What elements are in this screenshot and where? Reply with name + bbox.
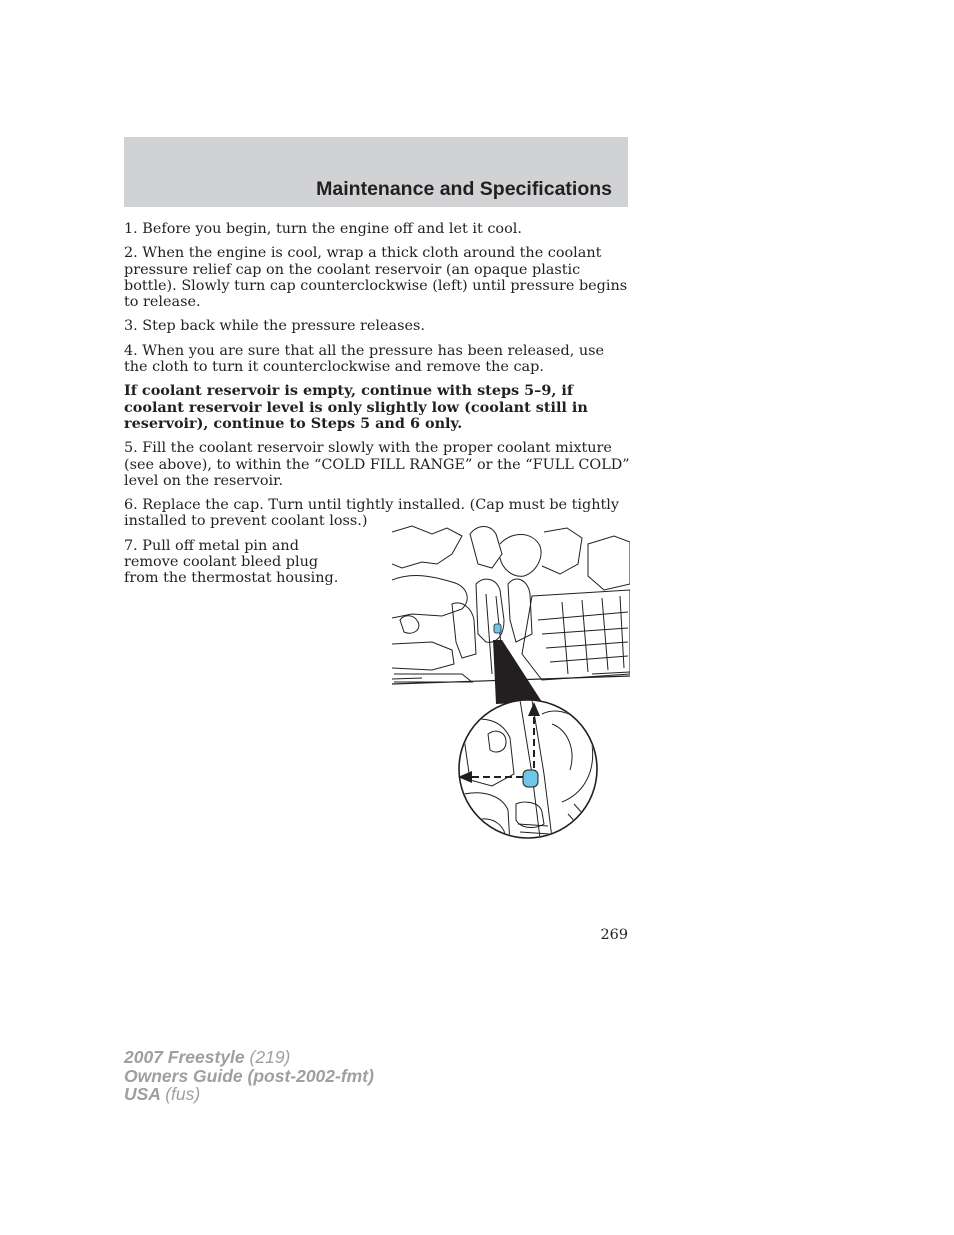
step-5: 5. Fill the coolant reservoir slowly with the proper coolant mixture (see above), to within the “COLD FILL RANGE” or the “FULL COLD” level on the reservoir.: [124, 440, 630, 489]
coolant-bleed-plug-icon: [523, 770, 538, 787]
step-7: 7. Pull off metal pin and remove coolant bleed plug from the thermostat housing.: [124, 537, 339, 587]
footer-guide: Owners Guide (post-2002-fmt): [124, 1065, 374, 1086]
footer-model: 2007 Freestyle: [124, 1047, 245, 1067]
step-4: 4. When you are sure that all the pressure has been released, use the cloth to turn it counterclockwise and remove the cap.: [124, 342, 605, 376]
magnified-view-circle: [459, 700, 597, 838]
step-1: 1. Before you begin, turn the engine off and let it cool.: [124, 221, 522, 237]
section-title: Maintenance and Specifications: [316, 178, 612, 200]
document-footer: [124, 1048, 374, 1104]
bleed-plug-marker-icon: [494, 624, 501, 633]
footer-line-1: [124, 1048, 374, 1067]
callout-pointer: [493, 640, 542, 704]
footer-model-code: (219): [249, 1047, 291, 1067]
page-number: 269: [600, 927, 628, 943]
footer-market-code: (fus): [165, 1084, 201, 1104]
footer-line-2: [124, 1067, 374, 1086]
footer-market: USA: [124, 1084, 161, 1104]
thermostat-housing-illustration: [392, 524, 630, 842]
coolant-warning-note: If coolant reservoir is empty, continue with steps 5–9, if coolant reservoir level is only slightly low (coolant still in reservoir), continue to Steps 5 and 6 only.: [124, 382, 588, 432]
step-2: 2. When the engine is cool, wrap a thick cloth around the coolant pressure relief cap on the coolant reservoir (an opaque plastic bottle). Slowly turn cap counterclockwise (left) until pressure begins to release.: [124, 245, 628, 311]
step-3: 3. Step back while the pressure releases.: [124, 318, 425, 335]
footer-line-3: [124, 1085, 374, 1104]
section-header-band: [124, 137, 628, 207]
step-6: 6. Replace the cap. Turn until tightly installed. (Cap must be tightly installed to prevent coolant loss.): [124, 497, 620, 530]
